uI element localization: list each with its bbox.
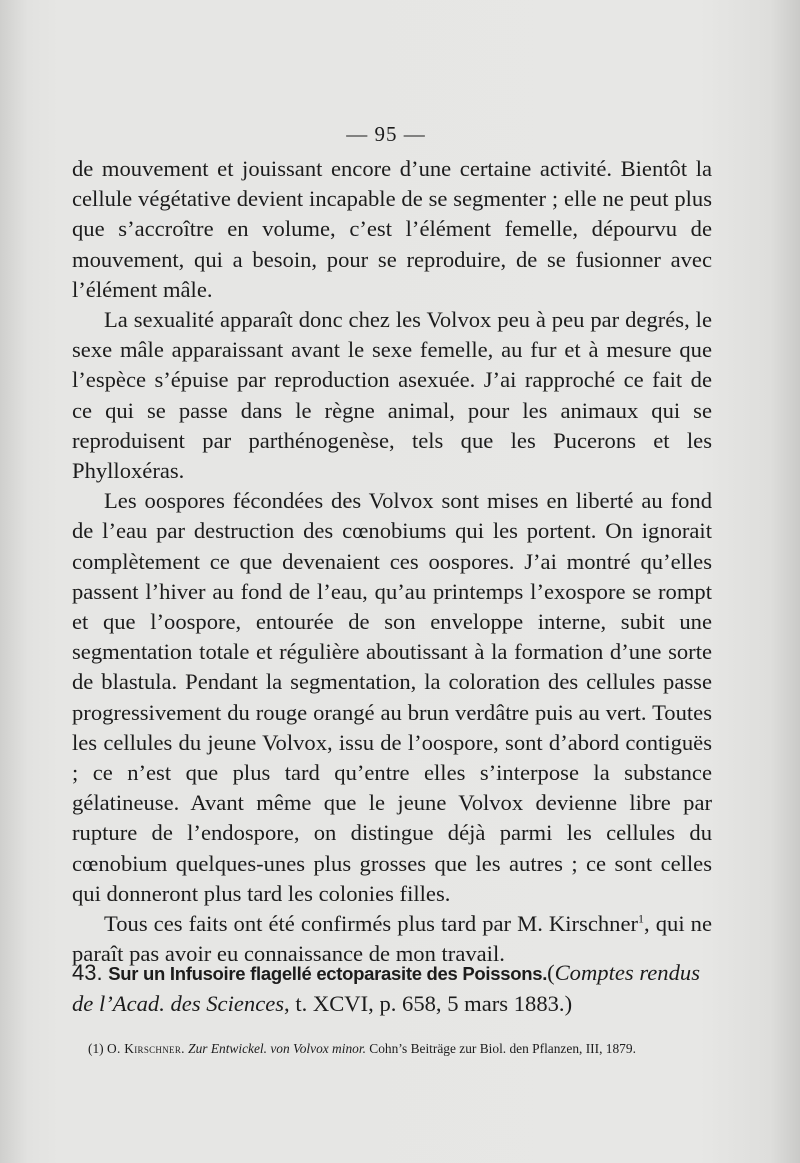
footnote-title: Zur Entwickel. von Volvox minor.	[188, 1041, 366, 1056]
paragraph-confirmation-text: Tous ces faits ont été confirmés plus tard par M. Kirschner	[104, 911, 639, 937]
entry-number: 43.	[72, 960, 103, 985]
paragraph-confirmation-tail: , qui ne paraît pas avoir eu connaissance de mon travail.	[72, 911, 712, 967]
entry-ref-details: , t. XCVI, p. 658, 5 mars 1883.)	[284, 991, 573, 1017]
page-number: — 95 —	[346, 122, 426, 146]
paragraph-sexuality: La sexualité apparaît donc chez les Volvox peu à peu par degrés, le sexe mâle apparaissant avant le sexe femelle, au fur et à mesure que l’espèce s’épuise par reproduction asexuée. J’ai rapproché ce fait de ce qui se passe dans le règne animal, pour les animaux qui se reproduisent par parthénogenèse, tels que les Pucerons et les Phylloxéras.	[72, 307, 712, 484]
footnote-author: O. Kirschner.	[106, 1041, 185, 1056]
entry-title: Sur un Infusoire flagellé ectoparasite des Poissons.	[108, 963, 548, 984]
entry-ref-open: (	[547, 960, 555, 985]
entry-journal: Comptes rendus de l’Acad. des Sciences	[72, 960, 700, 1017]
publication-entry	[72, 958, 720, 1019]
footnote-reference[interactable]: 1	[638, 911, 645, 926]
paragraph-continued: de mouvement et jouissant encore d’une certaine activité. Bientôt la cellule végétative devient incapable de se segmenter ; elle ne peut plus que s’accroître en volume, c’est l’élément femelle, dépourvu de mouvement, qui a besoin, pour se reproduire, de se fusionner avec l’élément mâle.	[72, 156, 712, 302]
paragraph-oospores: Les oospores fécondées des Volvox sont mises en liberté au fond de l’eau par destruction des cœnobiums qui les portent. On ignorait complètement ce que devenaient ces oospores. J’ai montré qu’elles passent l’hiver au fond de l’eau, qu’au printemps l’exospore se rompt et que l’oospore, entourée de son enveloppe interne, subit une segmentation totale et régulière aboutissant à la formation d’une sorte de blastula. Pendant la segmentation, la coloration des cellules passe progressivement du rouge orangé au brun verdâtre puis au vert. Toutes les cellules du jeune Volvox, issu de l’oospore, sont d’abord contiguës ; ce n’est que plus tard qu’entre elles s’interpose la substance gélatineuse. Avant même que le jeune Volvox devienne libre par rupture de l’endospore, on distingue déjà parmi les cellules du cœnobium quelques-unes plus grosses que les autres ; ce sont celles qui donneront plus tard les colonies filles.	[72, 488, 712, 906]
footnote	[88, 1040, 728, 1058]
footnote-marker: (1)	[88, 1041, 104, 1056]
footnote-source: Cohn’s Beiträge zur Biol. den Pflanzen, III, 1879.	[369, 1041, 636, 1056]
body-text	[72, 154, 712, 969]
